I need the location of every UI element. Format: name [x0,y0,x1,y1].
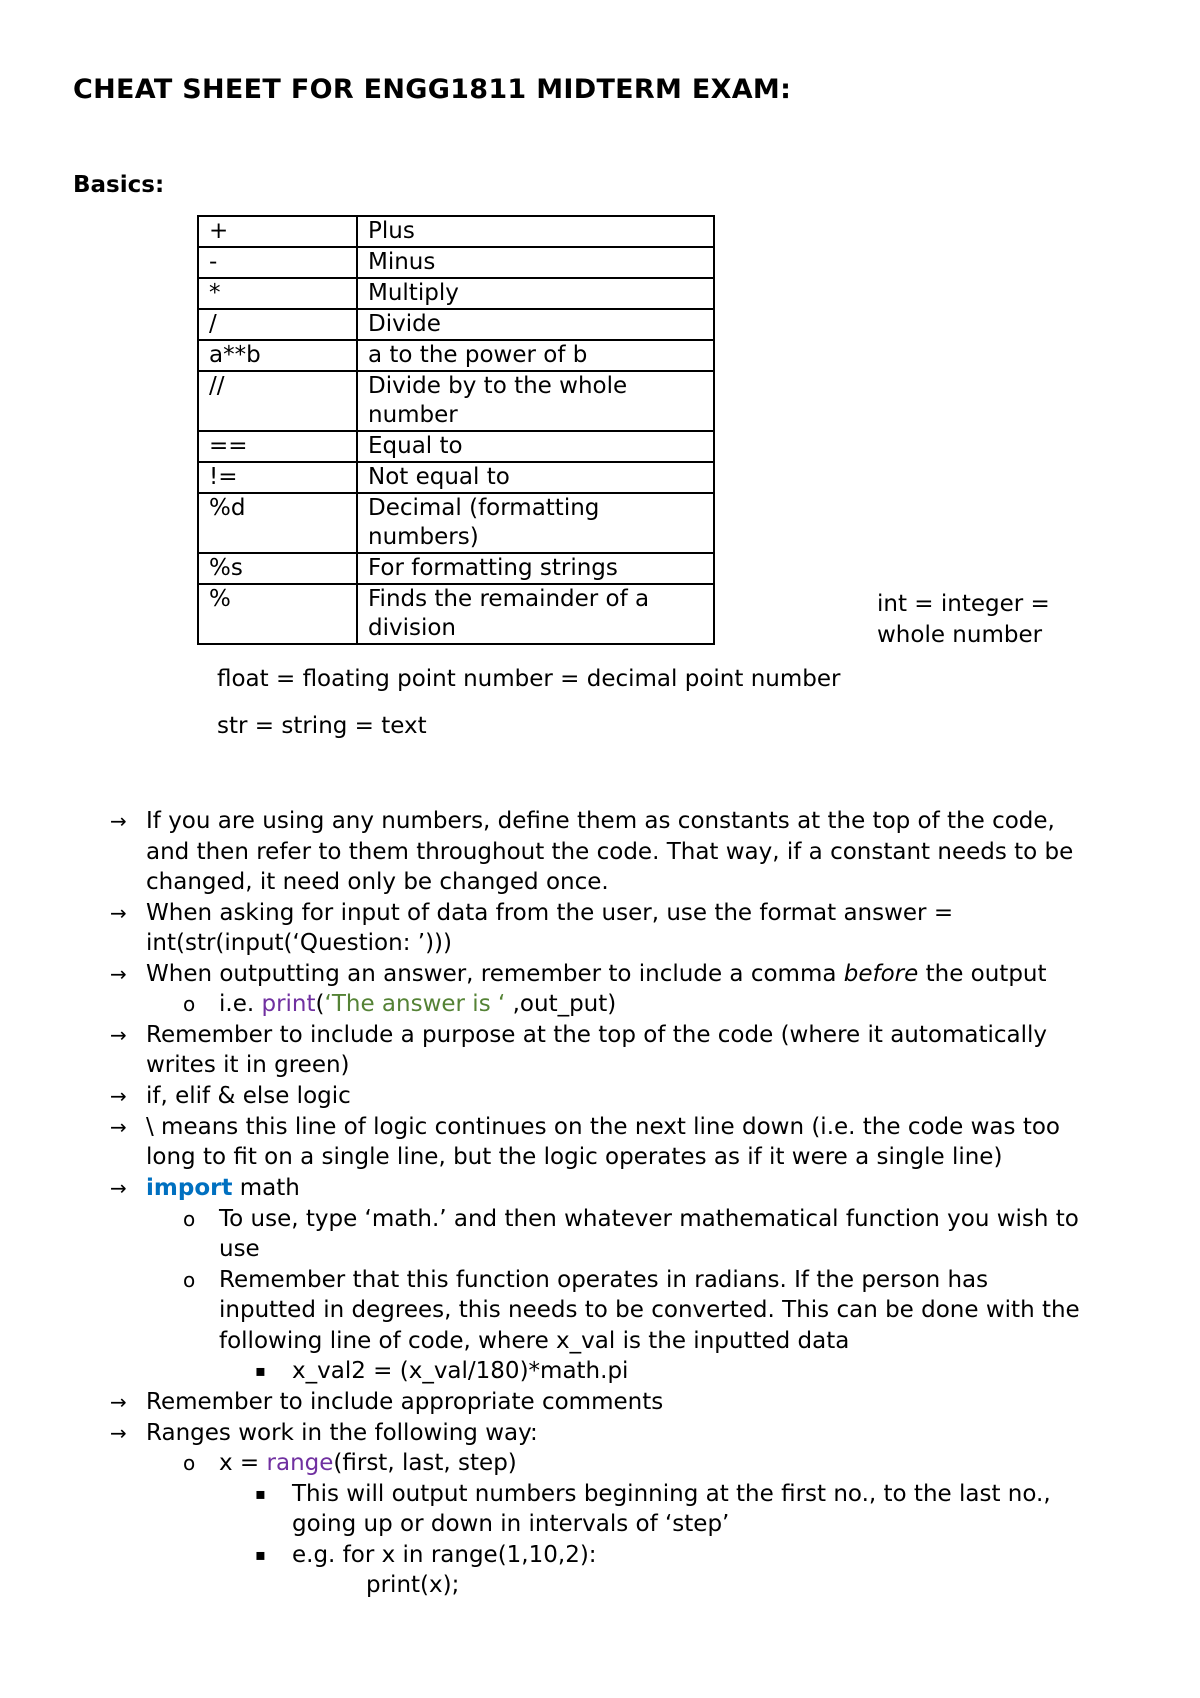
operator-symbol: + [198,216,357,247]
operator-symbol: // [198,371,357,431]
operator-meaning: Not equal to [357,462,714,493]
note-line: use [219,1236,260,1262]
operator-meaning: Minus [357,247,714,278]
operator-meaning: Decimal (formatting numbers) [357,493,714,553]
operator-meaning: Divide by to the whole number [357,371,714,431]
circle-bullet-icon: o [183,1268,196,1292]
import-line: import math [146,1175,300,1201]
page-title: CHEAT SHEET FOR ENGG1811 MIDTERM EXAM: [73,74,792,105]
operator-row [198,278,714,309]
arrow-bullet-icon: → [110,809,127,833]
arrow-bullet-icon: → [110,1023,127,1047]
arrow-bullet-icon: → [110,1421,127,1445]
operator-meaning: For formatting strings [357,553,714,584]
note-line: e.g. for x in range(1,10,2): [292,1542,597,1568]
print-example: i.e. print(‘The answer is ‘ ,out_put) [219,991,617,1017]
operator-row [198,309,714,340]
note-line: Ranges work in the following way: [146,1420,538,1446]
code-line: print(x); [366,1572,460,1598]
basics-heading: Basics: [73,172,165,198]
operator-row [198,340,714,371]
note-line: Remember to include a purpose at the top of the code (where it automatically [146,1022,1048,1048]
circle-bullet-icon: o [183,1451,196,1475]
operator-meaning: Finds the remainder of a division [357,584,714,644]
square-bullet-icon: ▪ [255,1484,266,1503]
operator-symbol: % [198,584,357,644]
arrow-bullet-icon: → [110,962,127,986]
operator-symbol: / [198,309,357,340]
operator-row [198,462,714,493]
operator-meaning: Equal to [357,431,714,462]
note-line: Remember to include appropriate comments [146,1389,664,1415]
square-bullet-icon: ▪ [255,1545,266,1564]
note-line: and then refer to them throughout the code. That way, if a constant needs to be [146,839,1074,865]
operator-meaning: Plus [357,216,714,247]
operator-symbol: %s [198,553,357,584]
note-line: changed, it need only be changed once. [146,869,609,895]
note-line: When asking for input of data from the user, use the format answer = [146,900,954,926]
circle-bullet-icon: o [183,992,196,1016]
operator-row [198,371,714,431]
arrow-bullet-icon: → [110,1115,127,1139]
arrow-bullet-icon: → [110,1084,127,1108]
str-definition: str = string = text [217,713,427,739]
note-line: When outputting an answer, remember to include a comma before the output [146,961,1047,987]
code-line: x_val2 = (x_val/180)*math.pi [292,1358,629,1384]
range-line: x = range(first, last, step) [219,1450,517,1476]
arrow-bullet-icon: → [110,1176,127,1200]
arrow-bullet-icon: → [110,1390,127,1414]
operator-symbol: != [198,462,357,493]
operator-symbol: - [198,247,357,278]
operator-meaning: a to the power of b [357,340,714,371]
int-definition: int = integer = whole number [877,591,1050,648]
operator-meaning: Divide [357,309,714,340]
note-line: \ means this line of logic continues on the next line down (i.e. the code was too [146,1114,1060,1140]
note-line: int(str(input(‘Question: ’))) [146,930,452,956]
note-line: writes it in green) [146,1052,350,1078]
operator-row [198,247,714,278]
note-line: Remember that this function operates in radians. If the person has [219,1267,989,1293]
note-line: inputted in degrees, this needs to be converted. This can be done with the [219,1297,1080,1323]
operator-symbol: * [198,278,357,309]
note-line: If you are using any numbers, define them as constants at the top of the code, [146,808,1055,834]
operator-symbol: %d [198,493,357,553]
operator-row [198,493,714,553]
operator-row [198,431,714,462]
operator-symbol: == [198,431,357,462]
operator-row [198,216,714,247]
float-definition: float = floating point number = decimal point number [217,666,841,692]
note-line: going up or down in intervals of ‘step’ [292,1511,730,1537]
square-bullet-icon: ▪ [255,1361,266,1380]
note-line: if, elif & else logic [146,1083,351,1109]
operators-table [197,215,715,645]
operator-row [198,584,714,644]
note-line: This will output numbers beginning at the first no., to the last no., [292,1481,1051,1507]
note-line: To use, type ‘math.’ and then whatever mathematical function you wish to [219,1206,1079,1232]
operator-row [198,553,714,584]
note-line: following line of code, where x_val is the inputted data [219,1328,850,1354]
operator-symbol: a**b [198,340,357,371]
operator-meaning: Multiply [357,278,714,309]
arrow-bullet-icon: → [110,901,127,925]
circle-bullet-icon: o [183,1207,196,1231]
note-line: long to fit on a single line, but the logic operates as if it were a single line) [146,1144,1003,1170]
